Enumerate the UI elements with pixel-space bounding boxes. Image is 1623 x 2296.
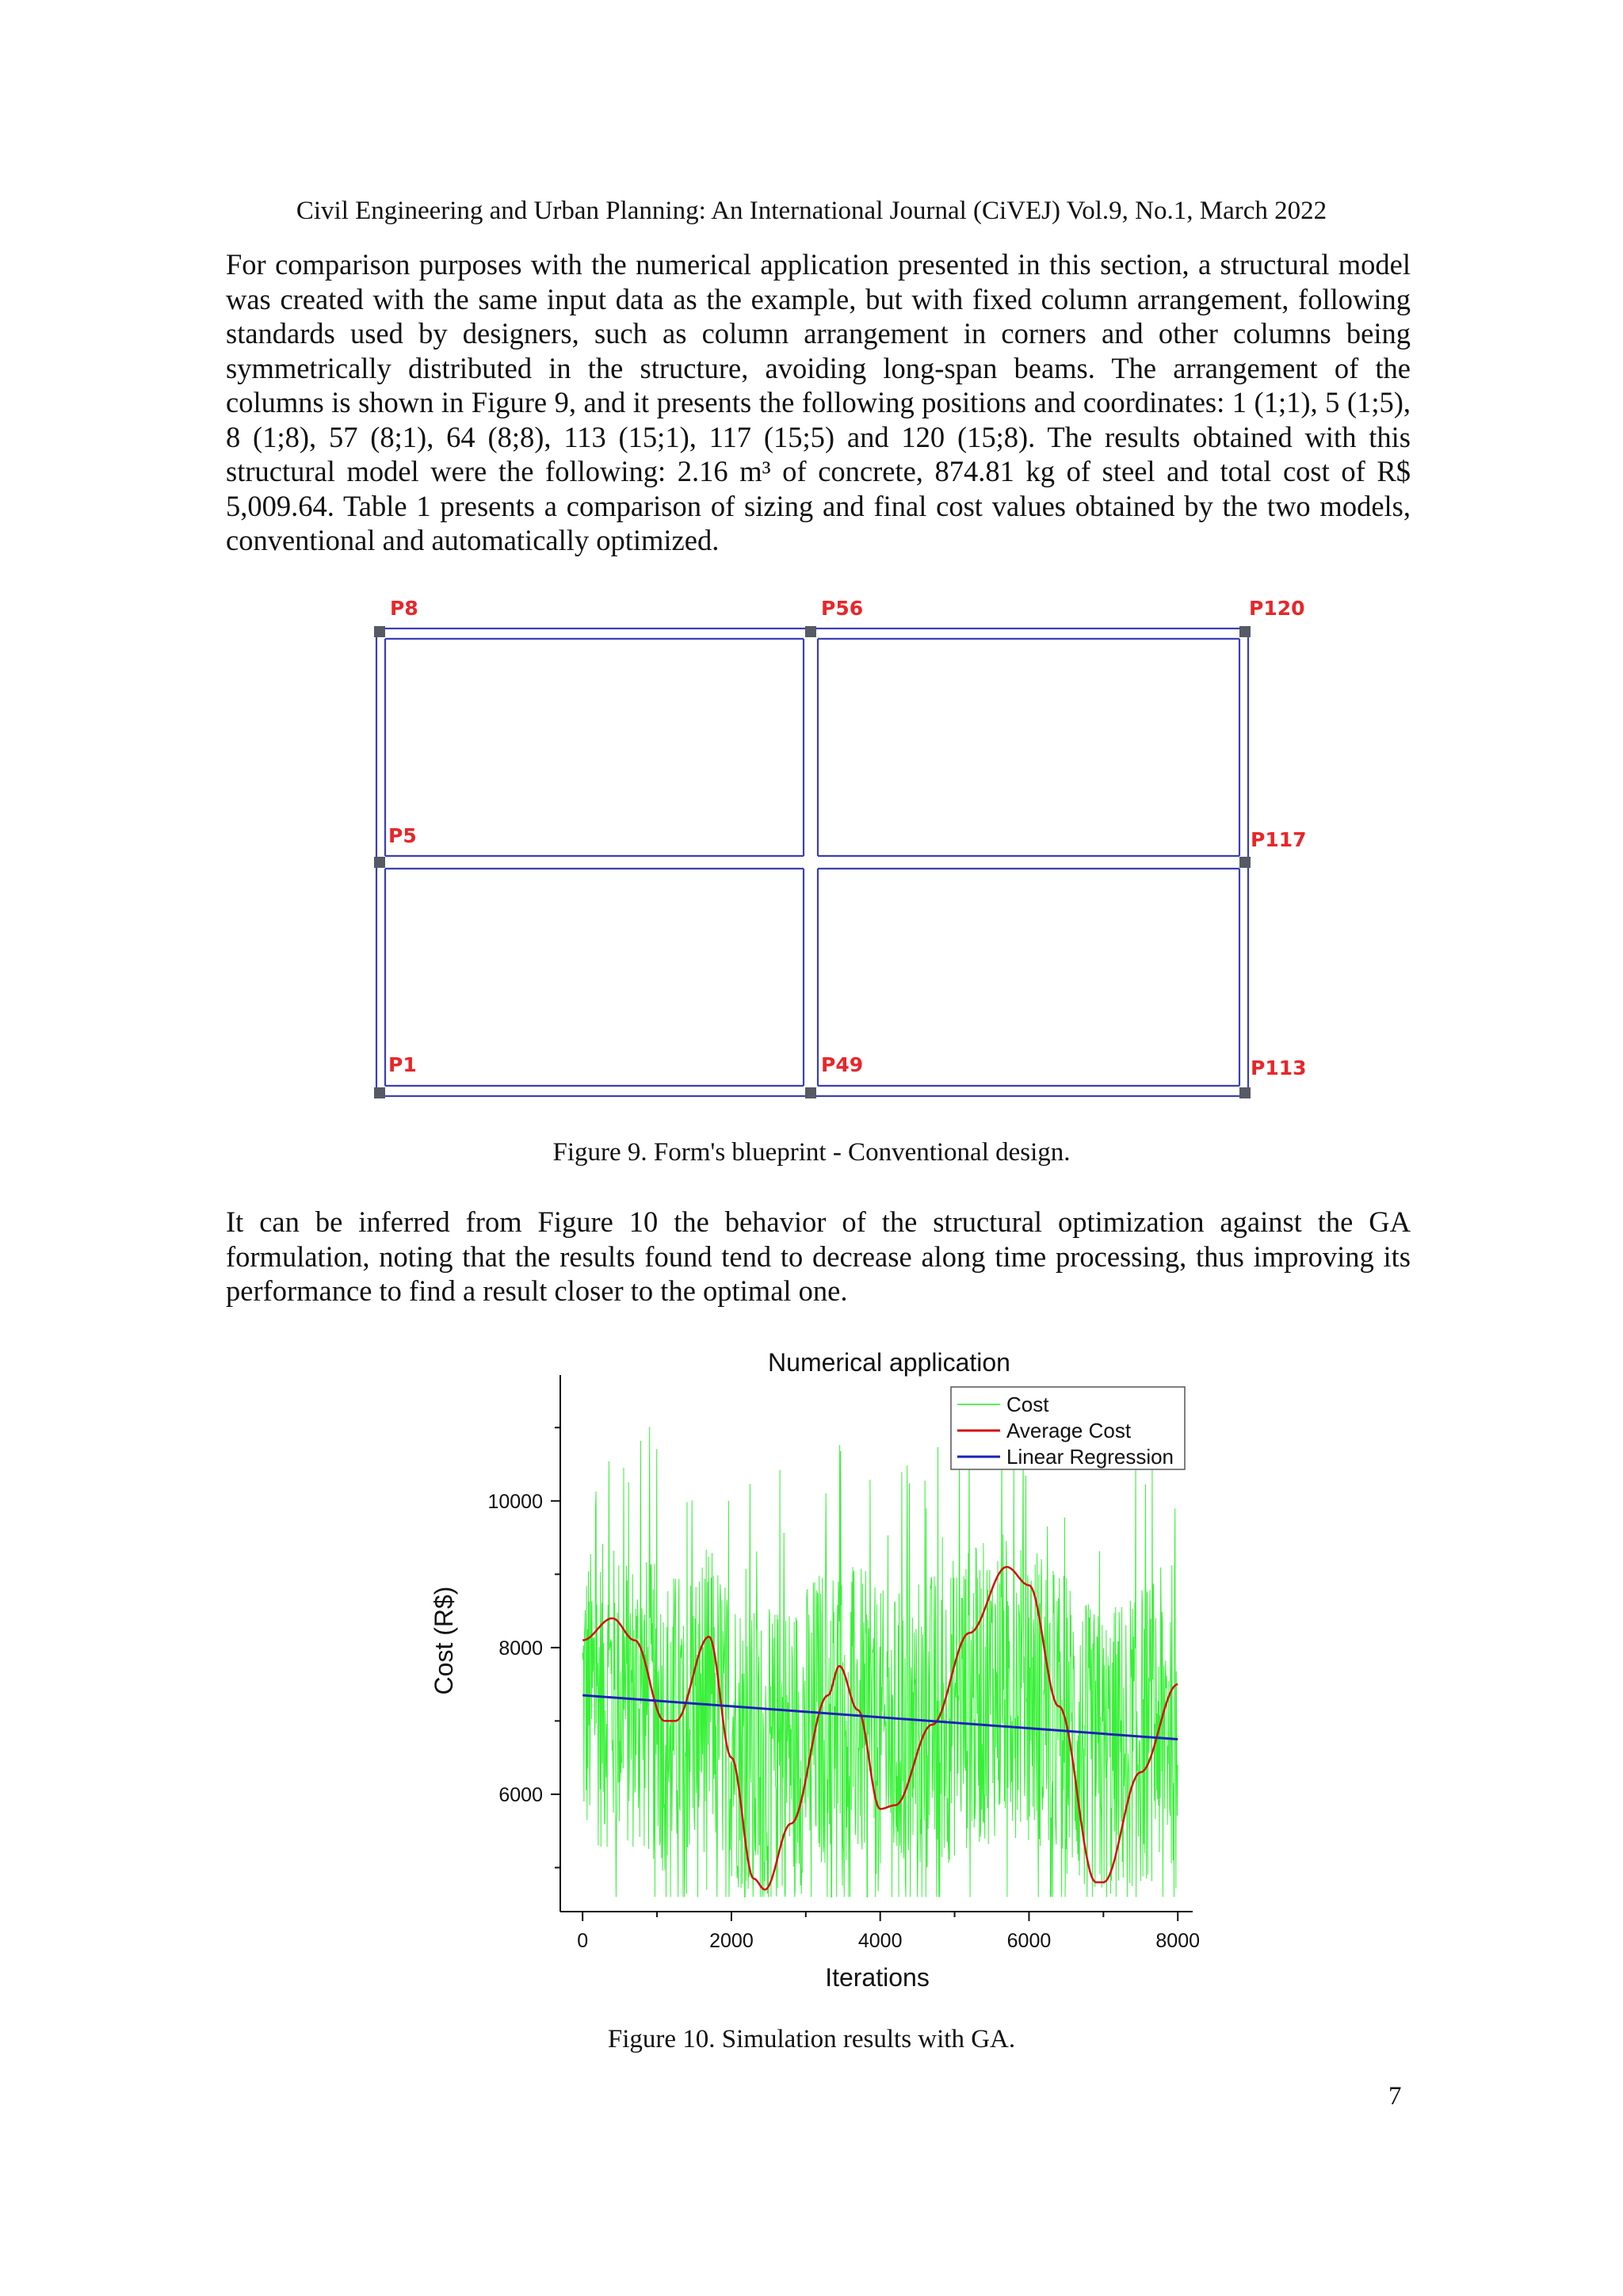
x-tick-label: 6000 <box>1006 1930 1052 1952</box>
y-tick-label: 6000 <box>498 1783 543 1806</box>
label-p5: P5 <box>388 824 417 847</box>
legend-label: Average Cost <box>1006 1419 1132 1442</box>
series-cost-noise <box>582 1427 1178 1897</box>
figure9-caption: Figure 9. Form's blueprint - Conventional design. <box>552 1138 1071 1167</box>
legend-label: Cost <box>1006 1392 1049 1416</box>
x-tick-label: 8000 <box>1155 1930 1201 1952</box>
label-p1: P1 <box>388 1053 417 1076</box>
y-tick-label: 8000 <box>498 1637 543 1660</box>
running-header: Civil Engineering and Urban Planning: An International Journal (CiVEJ) Vol.9, No.1, March 2022 <box>296 197 1327 225</box>
paragraph-comparison: For comparison purposes with the numerical application presented in this section, a structural model was created with the same input data as the example, but with fixed column arrangement, following standards used by designers, such as column arrangement in corners and other columns being symmetrically distributed in the structure, avoiding long-span beams. The arrangement of the columns is shown in Figure 9, and it presents the following positions and coordinates: 1 (1;1), 5 (1;5), 8 (1;8), 57 (8;1), 64 (8;8), 113 (15;1), 117 (15;5) and 120 (15;8). The results obtained with this structural model were the following: 2.16 m³ of concrete, 874.81 kg of steel and total cost of R$ 5,009.64. Table 1 presents a comparison of sizing and final cost values obtained by the two models, conventional and automatically optimized. <box>226 248 1411 556</box>
label-p49: P49 <box>821 1053 864 1076</box>
label-p117: P117 <box>1251 828 1307 851</box>
x-tick-label: 2000 <box>709 1930 754 1952</box>
x-tick-label: 4000 <box>857 1930 903 1952</box>
label-p56: P56 <box>821 597 864 620</box>
label-p8: P8 <box>390 597 418 620</box>
paragraph-inference: It can be inferred from Figure 10 the behavior of the structural optimization against the GA formulation, noting that the results found tend to decrease along time processing, thus improving its performance to find a result closer to the optimal one. <box>226 1205 1411 1307</box>
page-number: 7 <box>1388 2082 1402 2111</box>
chart-ylabel: Cost (R$) <box>430 1586 458 1695</box>
label-p120: P120 <box>1249 597 1305 620</box>
series-cost-line <box>582 1427 1178 1897</box>
x-tick-label: 0 <box>577 1930 589 1952</box>
y-tick-label: 10000 <box>487 1490 543 1513</box>
chart-title: Numerical application <box>768 1348 1010 1377</box>
chart-xlabel: Iterations <box>825 1963 930 1992</box>
figure10-caption: Figure 10. Simulation results with GA. <box>607 2025 1016 2053</box>
label-p113: P113 <box>1251 1056 1307 1079</box>
chart-legend <box>951 1387 1185 1469</box>
legend-label: Linear Regression <box>1006 1445 1174 1469</box>
